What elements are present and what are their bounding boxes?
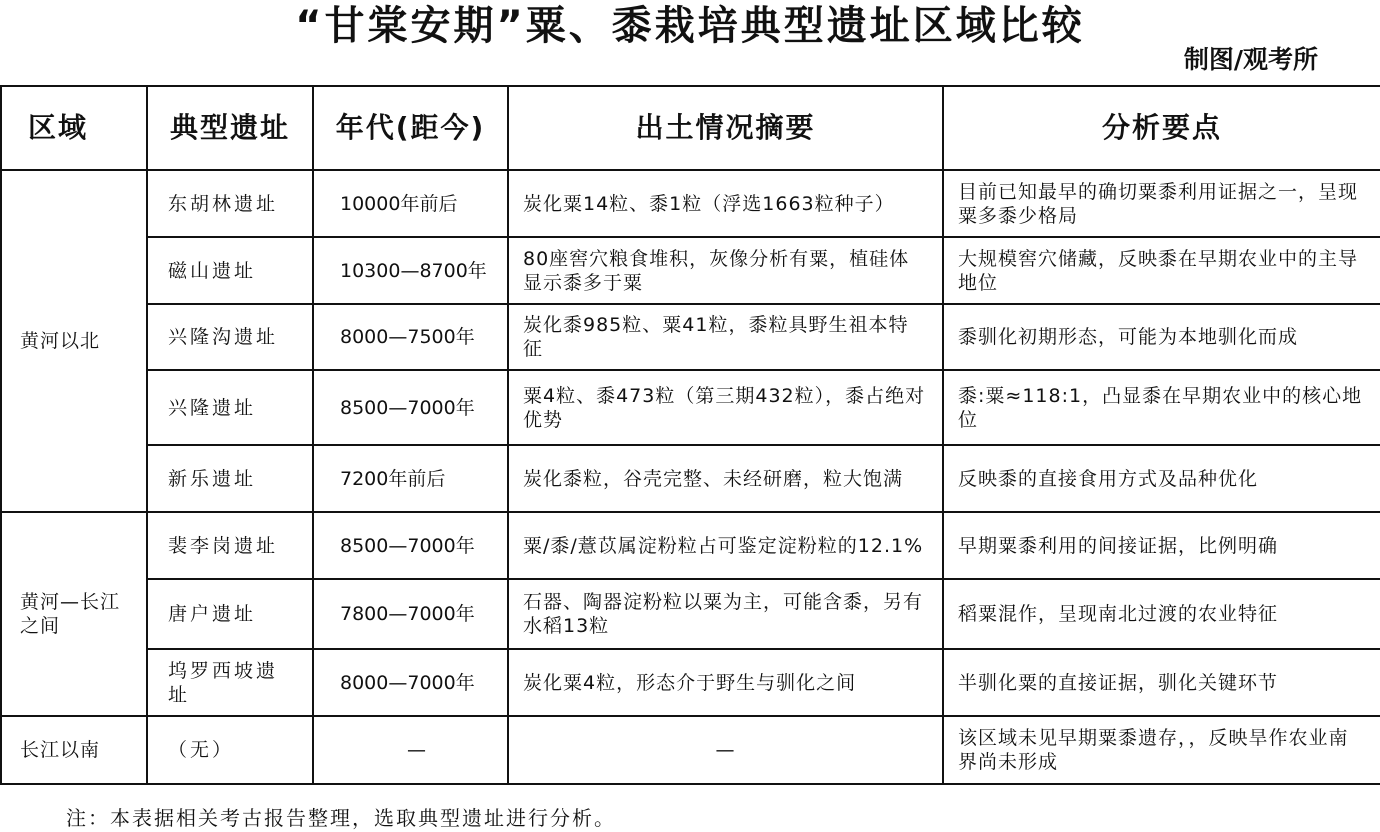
summary-cell: 炭化黍粒，谷壳完整、未经研磨，粒大饱满: [508, 445, 943, 512]
site-cell: 裴李岗遗址: [147, 512, 313, 579]
site-cell: 兴隆沟遗址: [147, 304, 313, 370]
table-row: [1, 304, 1380, 370]
table-row: [1, 370, 1380, 445]
analysis-cell: 稻粟混作，呈现南北过渡的农业特征: [943, 579, 1380, 649]
region-cell: 黄河以北: [1, 170, 147, 512]
year-cell: 7800—7000年: [313, 579, 508, 649]
year-cell: 10000年前后: [313, 170, 508, 237]
year-cell: —: [313, 716, 508, 784]
table-row: [1, 716, 1380, 784]
analysis-cell: 黍驯化初期形态，可能为本地驯化而成: [943, 304, 1380, 370]
table-row: [1, 170, 1380, 237]
site-cell: 东胡林遗址: [147, 170, 313, 237]
header-site: 典型遗址: [147, 86, 313, 170]
header-summary: 出土情况摘要: [508, 86, 943, 170]
table-row: [1, 237, 1380, 304]
summary-cell: 80座窖穴粮食堆积，灰像分析有粟，植硅体显示黍多于粟: [508, 237, 943, 304]
header-region: 区域: [1, 86, 147, 170]
year-cell: 8000—7500年: [313, 304, 508, 370]
analysis-cell: 目前已知最早的确切粟黍利用证据之一，呈现粟多黍少格局: [943, 170, 1380, 237]
page-title: “甘棠安期”粟、黍栽培典型遗址区域比较: [295, 3, 1085, 49]
table-row: [1, 579, 1380, 649]
analysis-cell: 该区域未见早期粟黍遗存，，反映旱作农业南界尚未形成: [943, 716, 1380, 784]
summary-cell: —: [508, 716, 943, 784]
summary-cell: 炭化黍985粒、粟41粒，黍粒具野生祖本特征: [508, 304, 943, 370]
year-cell: 8500—7000年: [313, 370, 508, 445]
comparison-table: [0, 85, 1380, 785]
site-cell: 磁山遗址: [147, 237, 313, 304]
analysis-cell: 半驯化粟的直接证据，驯化关键环节: [943, 649, 1380, 716]
site-cell: 唐户遗址: [147, 579, 313, 649]
site-cell: （无）: [147, 716, 313, 784]
summary-cell: 炭化粟4粒，形态介于野生与驯化之间: [508, 649, 943, 716]
region-cell: 长江以南: [1, 716, 147, 784]
region-cell: 黄河—长江之间: [1, 512, 147, 716]
table-header-row: [1, 86, 1380, 170]
summary-cell: 炭化粟14粒、黍1粒（浮选1663粒种子）: [508, 170, 943, 237]
summary-cell: 粟4粒、黍473粒（第三期432粒），黍占绝对优势: [508, 370, 943, 445]
summary-cell: 石器、陶器淀粉粒以粟为主，可能含黍，另有水稻13粒: [508, 579, 943, 649]
site-cell: 兴隆遗址: [147, 370, 313, 445]
table-row: [1, 445, 1380, 512]
site-cell: 坞罗西坡遗址: [147, 649, 313, 716]
site-cell: 新乐遗址: [147, 445, 313, 512]
year-cell: 7200年前后: [313, 445, 508, 512]
footnote: 注：本表据相关考古报告整理，选取典型遗址进行分析。: [66, 806, 616, 830]
table-row: [1, 649, 1380, 716]
analysis-cell: 早期粟黍利用的间接证据，比例明确: [943, 512, 1380, 579]
year-cell: 8000—7000年: [313, 649, 508, 716]
header-analysis: 分析要点: [943, 86, 1380, 170]
header-year: 年代(距今): [313, 86, 508, 170]
year-cell: 8500—7000年: [313, 512, 508, 579]
analysis-cell: 大规模窖穴储藏，反映黍在早期农业中的主导地位: [943, 237, 1380, 304]
analysis-cell: 黍:粟≈118:1，凸显黍在早期农业中的核心地位: [943, 370, 1380, 445]
chart-credit: 制图/观考所: [1183, 45, 1318, 74]
table-row: [1, 512, 1380, 579]
summary-cell: 粟/黍/薏苡属淀粉粒占可鉴定淀粉粒的12.1%: [508, 512, 943, 579]
year-cell: 10300—8700年: [313, 237, 508, 304]
analysis-cell: 反映黍的直接食用方式及品种优化: [943, 445, 1380, 512]
